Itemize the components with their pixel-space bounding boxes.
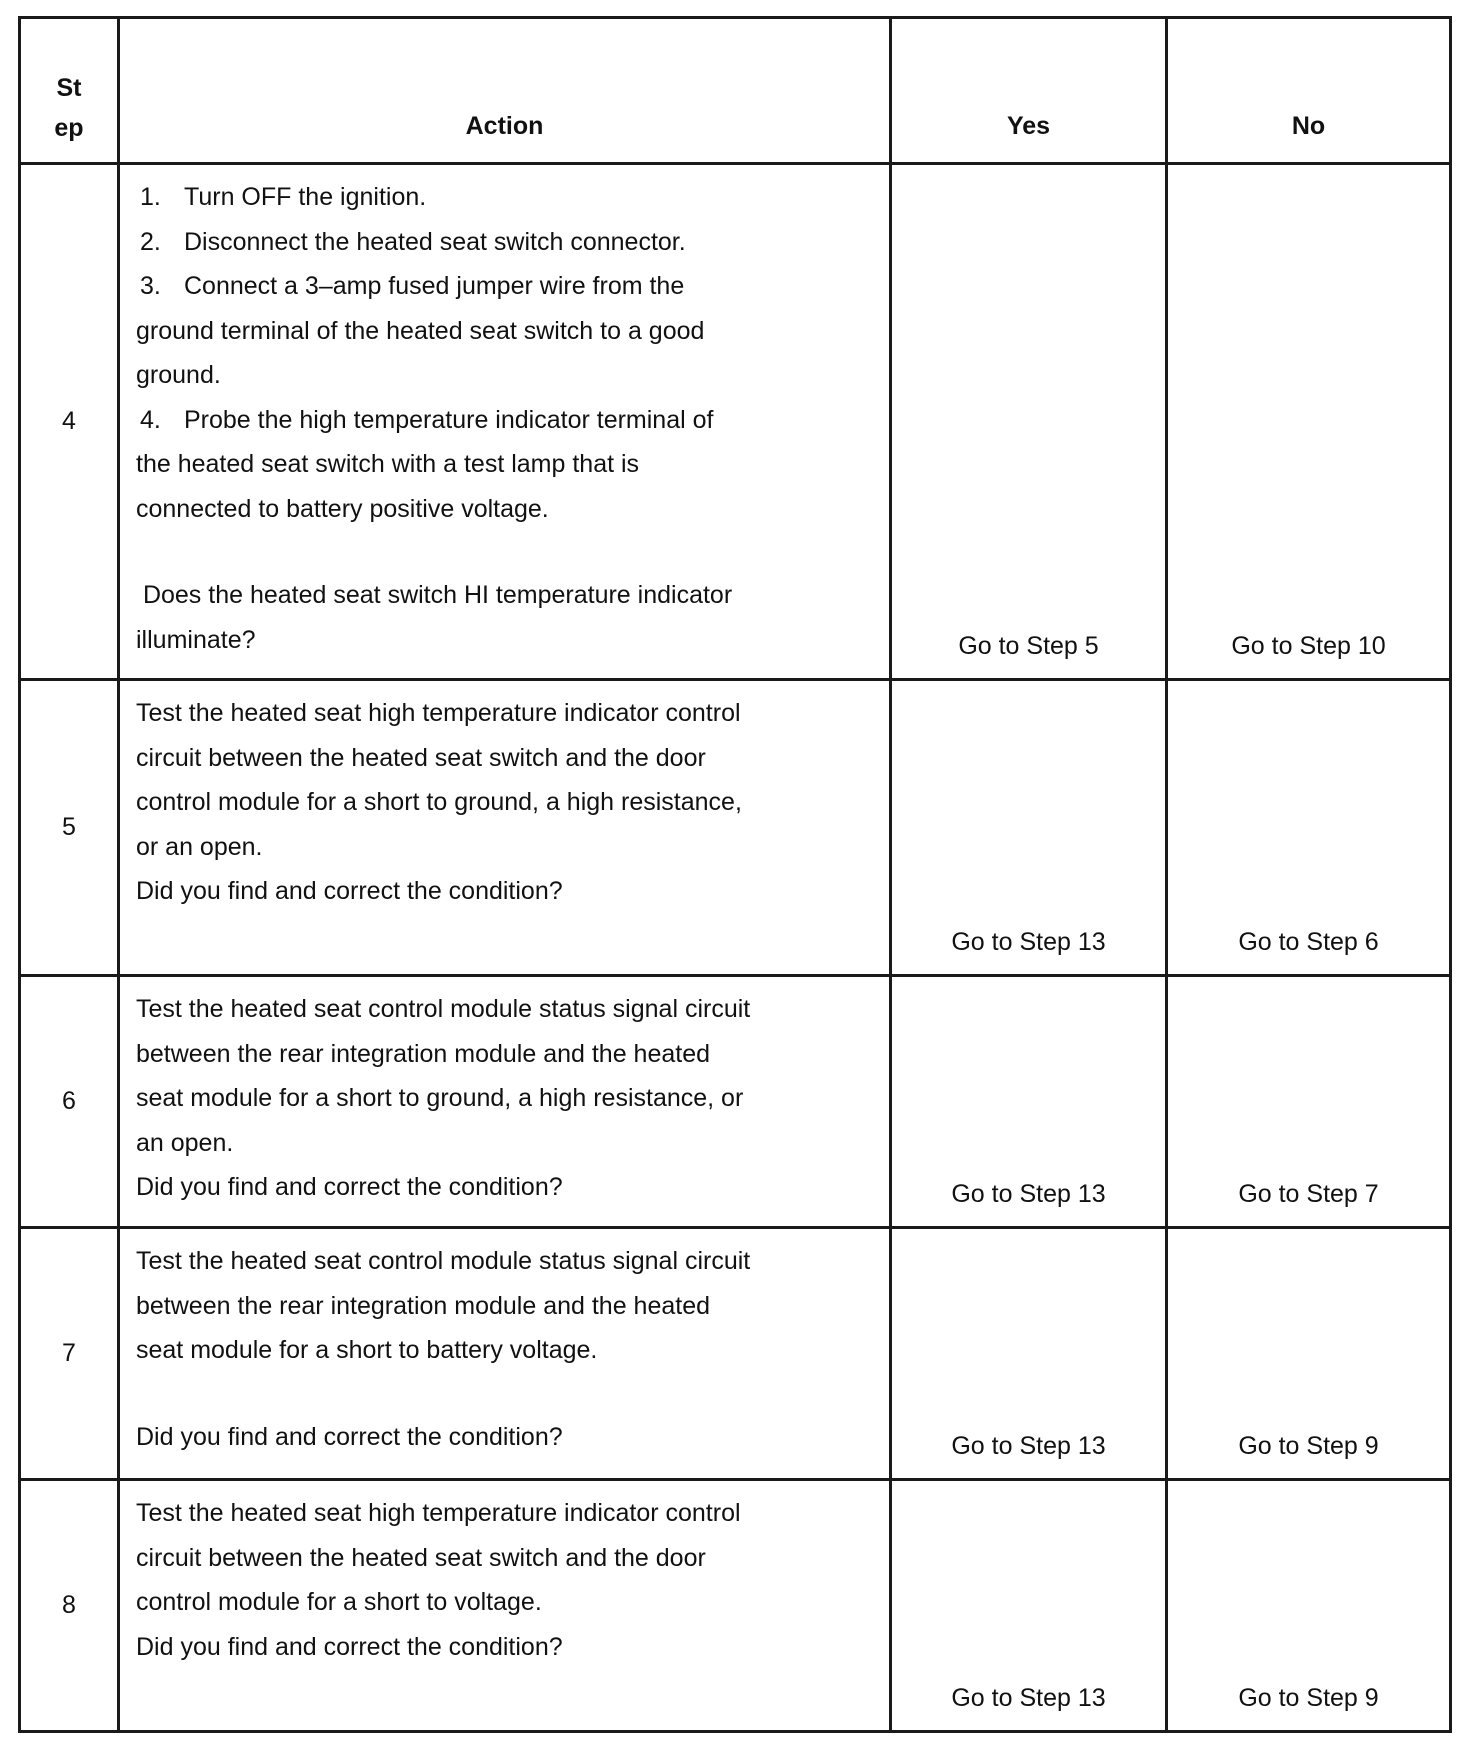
action-column-header: Action [119,18,891,164]
action-text-line: control module for a short to voltage. [136,1588,542,1616]
step-column-header [20,18,119,164]
action-question: Did you find and correct the condition? [136,877,563,905]
action-question: Does the heated seat switch HI temperature indicator [136,581,733,609]
step-number: 5 [20,680,119,976]
action-text-line: Test the heated seat control module status signal circuit [136,995,751,1023]
action-text-line: connected to battery positive voltage. [136,494,549,523]
action-cell [119,1228,891,1480]
action-text-line: the heated seat switch with a test lamp that is [136,450,640,478]
action-question: Did you find and correct the condition? [136,1173,563,1201]
step-number: 4 [20,164,119,680]
action-text-line: Test the heated seat high temperature indicator control [136,699,741,727]
step-number: 7 [20,1228,119,1480]
action-cell [119,1480,891,1732]
action-text-line: ground. [136,361,221,389]
yes-result: Go to Step 13 [891,1480,1167,1732]
spacer [136,1373,877,1415]
action-question: illuminate? [136,625,256,654]
step-number: 8 [20,1480,119,1732]
step-number: 6 [20,976,119,1228]
no-result: Go to Step 9 [1167,1480,1451,1732]
action-text-line: circuit between the heated seat switch and the door [136,1543,706,1572]
action-text-line: circuit between the heated seat switch and the door [136,743,706,772]
table-row [20,976,1451,1228]
action-text-line: between the rear integration module and the heated [136,1039,711,1068]
table-row [20,1480,1451,1732]
item-text: Probe the high temperature indicator terminal of [184,405,714,434]
item-number: 3. [140,272,161,300]
action-list-item [136,220,877,265]
action-text-line: Test the heated seat control module status signal circuit [136,1247,751,1275]
action-cell [119,680,891,976]
action-list-item [136,175,877,220]
no-result: Go to Step 9 [1167,1228,1451,1480]
action-cell [119,164,891,680]
item-number: 1. [140,183,161,211]
table-row [20,1228,1451,1480]
item-number: 4. [140,405,161,434]
item-text: Connect a 3–amp fused jumper wire from the [184,272,685,300]
action-text-line: or an open. [136,832,263,861]
action-question: Did you find and correct the condition? [136,1422,563,1451]
yes-result: Go to Step 13 [891,1228,1167,1480]
action-text-line: an open. [136,1128,234,1157]
no-result: Go to Step 10 [1167,164,1451,680]
diagnostic-table [18,16,1452,1733]
action-text-line: seat module for a short to battery voltage. [136,1336,598,1364]
no-result: Go to Step 6 [1167,680,1451,976]
yes-result: Go to Step 13 [891,680,1167,976]
spacer [136,531,877,573]
step-header-line-1: St [56,74,82,102]
yes-result: Go to Step 13 [891,976,1167,1228]
yes-result: Go to Step 5 [891,164,1167,680]
action-text-line: between the rear integration module and the heated [136,1291,711,1320]
action-text-line: control module for a short to ground, a high resistance, [136,788,742,816]
action-text-line: Test the heated seat high temperature indicator control [136,1499,741,1527]
step-header-line-2: ep [54,114,84,142]
action-list-item [136,398,877,443]
no-column-header: No [1167,18,1451,164]
item-number: 2. [140,227,161,256]
table-row [20,164,1451,680]
action-question: Did you find and correct the condition? [136,1632,563,1661]
no-result: Go to Step 7 [1167,976,1451,1228]
item-text: Disconnect the heated seat switch connector. [184,227,686,256]
table-header-row [20,18,1451,164]
table-row [20,680,1451,976]
action-cell [119,976,891,1228]
action-text-line: ground terminal of the heated seat switch to a good [136,316,705,345]
yes-column-header: Yes [891,18,1167,164]
item-text: Turn OFF the ignition. [184,183,427,211]
action-text-line: seat module for a short to ground, a high resistance, or [136,1084,744,1112]
action-list-item [136,264,877,309]
